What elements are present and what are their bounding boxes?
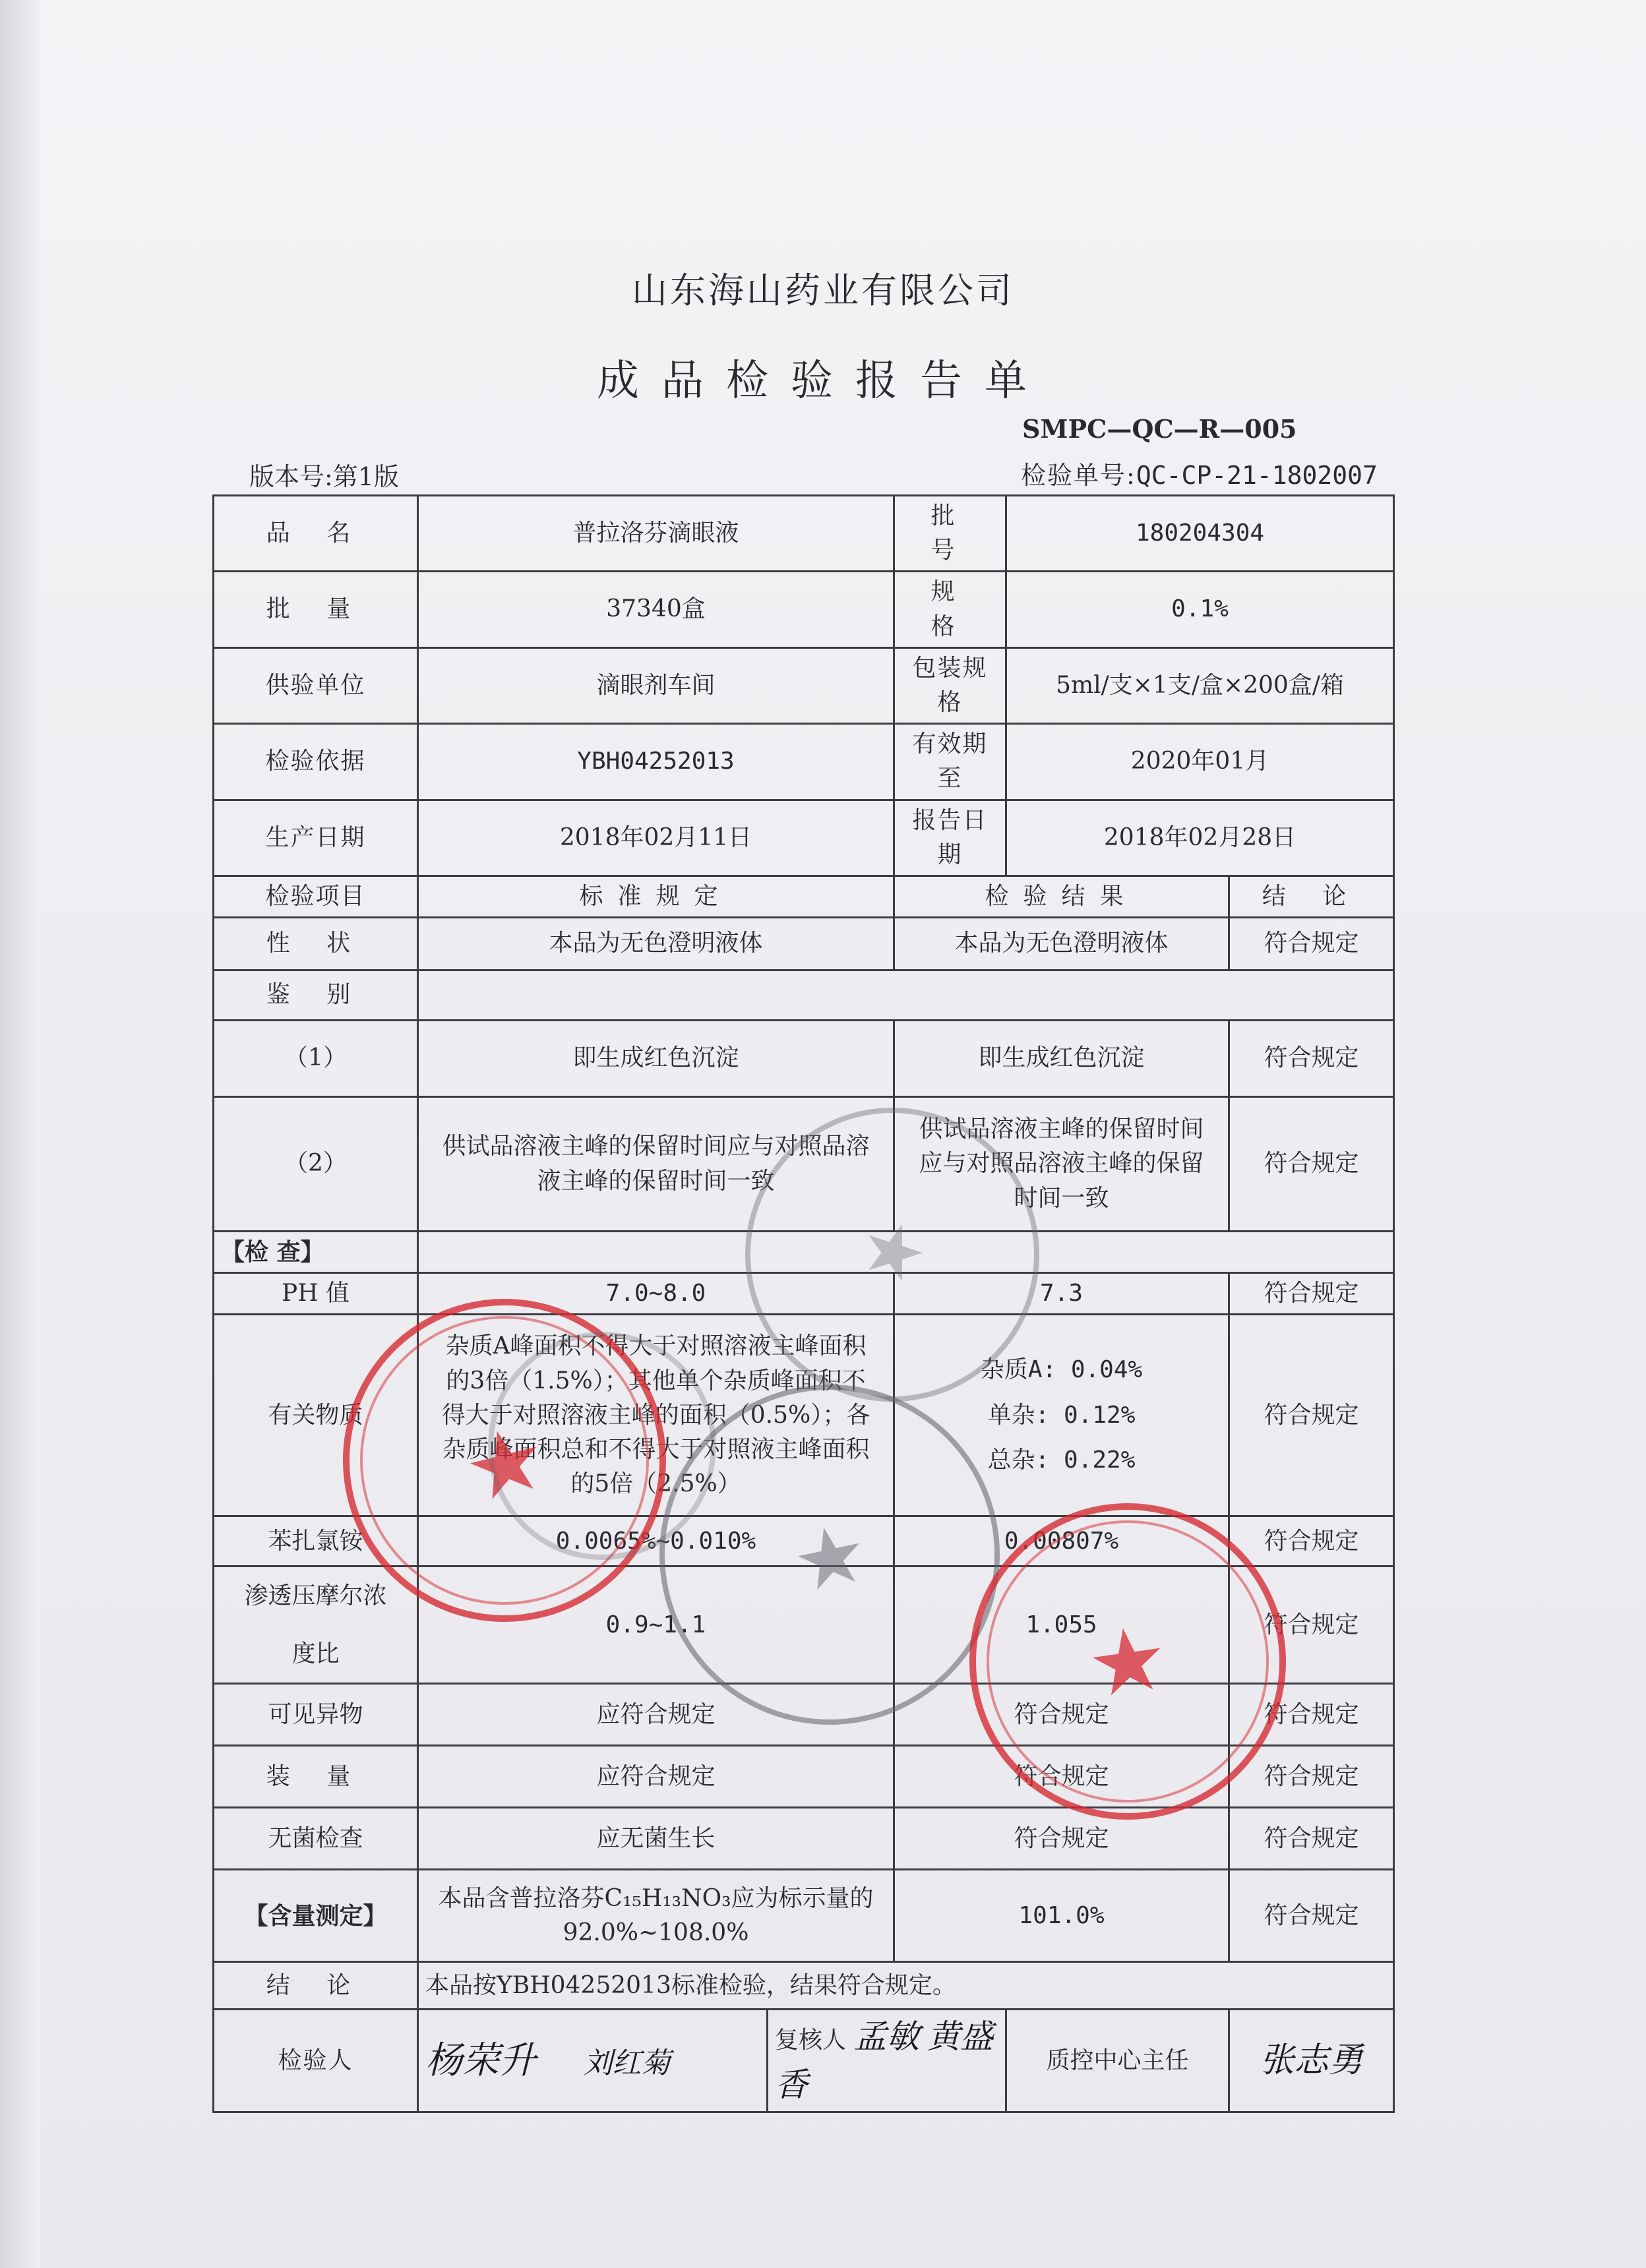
table-row <box>214 572 1394 647</box>
column-header-standard: 标准规定 <box>418 876 894 917</box>
table-row <box>214 1516 1394 1567</box>
test-standard: 应符合规定 <box>418 1684 894 1746</box>
product-label: 品 名 <box>214 496 418 572</box>
table-row <box>214 800 1394 876</box>
report-date-label: 报告日期 <box>894 800 1006 876</box>
inspector-signatures <box>418 2010 768 2112</box>
reviewer-cell <box>768 2010 1006 2112</box>
inspector-label: 检验人 <box>214 2010 418 2112</box>
column-header-verdict: 结 论 <box>1229 876 1394 917</box>
test-result: 即生成红色沉淀 <box>894 1021 1229 1097</box>
table-row <box>214 1962 1394 2010</box>
star-icon: ★ <box>1085 1611 1170 1713</box>
test-item: 鉴 别 <box>214 970 418 1021</box>
test-standard: 本品含普拉洛芬C₁₅H₁₃NO₃应为标示量的92.0%~108.0% <box>418 1870 894 1962</box>
company-name: 山东海山药业有限公司 <box>632 270 1014 311</box>
table-row <box>214 1097 1394 1232</box>
test-result: 符合规定 <box>894 1746 1229 1808</box>
report-table <box>212 494 1395 2113</box>
spec-label: 规 格 <box>894 572 1006 647</box>
inspector-signature: 杨荣升 <box>425 2039 536 2083</box>
empty-cell <box>418 1232 1394 1273</box>
reviewer-label: 复核人 <box>775 2027 847 2054</box>
inspection-number-label: 检验单号: <box>1021 461 1136 490</box>
test-result: 供试品溶液主峰的保留时间应与对照品溶液主峰的保留时间一致 <box>894 1097 1229 1232</box>
test-result: 101.0% <box>894 1870 1229 1962</box>
total-impurity-result: 总杂: 0.22% <box>987 1447 1136 1474</box>
test-result: 0.00807% <box>894 1516 1229 1567</box>
test-result <box>894 1315 1229 1516</box>
test-item: 苯扎氯铵 <box>214 1516 418 1567</box>
report-date-value: 2018年02月28日 <box>1006 800 1394 876</box>
report-title: 成品检验报告单 <box>597 357 1049 405</box>
test-verdict: 符合规定 <box>1229 1746 1394 1808</box>
test-result: 符合规定 <box>894 1808 1229 1870</box>
table-row <box>214 496 1394 572</box>
table-row <box>214 1232 1394 1273</box>
test-item: （1） <box>214 1021 418 1097</box>
dept-value: 滴眼剂车间 <box>418 647 894 723</box>
conclusion-text: 本品按YBH04252013标准检验，结果符合规定。 <box>418 1962 1394 2010</box>
batch-value: 180204304 <box>1006 496 1394 572</box>
test-result: 7.3 <box>894 1273 1229 1315</box>
test-item: 装 量 <box>214 1746 418 1808</box>
section-label-check: 【检 查】 <box>214 1232 418 1273</box>
table-row <box>214 724 1394 800</box>
test-standard: 7.0~8.0 <box>418 1273 894 1315</box>
single-impurity-result: 单杂: 0.12% <box>987 1401 1136 1429</box>
test-item: 有关物质 <box>214 1315 418 1516</box>
table-row <box>214 1567 1394 1684</box>
test-verdict: 符合规定 <box>1229 1097 1394 1232</box>
star-icon: ★ <box>460 1410 551 1518</box>
test-result: 本品为无色澄明液体 <box>894 918 1229 970</box>
packing-value: 5ml/支×1支/盒×200盒/箱 <box>1006 647 1394 723</box>
dept-label: 供验单位 <box>214 647 418 723</box>
test-verdict: 符合规定 <box>1229 1021 1394 1097</box>
test-item-line: 渗透压摩尔浓 <box>244 1582 387 1609</box>
test-item-line: 度比 <box>291 1640 340 1667</box>
test-verdict: 符合规定 <box>1229 1684 1394 1746</box>
test-item: 性 状 <box>214 918 418 970</box>
test-verdict: 符合规定 <box>1229 1273 1394 1315</box>
table-row <box>214 970 1394 1021</box>
test-item: （2） <box>214 1097 418 1232</box>
spec-value: 0.1% <box>1006 572 1394 647</box>
version-number: 版本号:第1版 <box>249 462 399 491</box>
test-standard: 应符合规定 <box>418 1746 894 1808</box>
test-standard: 0.9~1.1 <box>418 1567 894 1684</box>
quantity-value: 37340盒 <box>418 572 894 647</box>
star-icon: ★ <box>789 1509 871 1606</box>
table-row <box>214 1746 1394 1808</box>
table-row <box>214 918 1394 970</box>
inspector-signature: 刘红菊 <box>583 2046 671 2081</box>
qc-head-cell <box>1229 2010 1394 2112</box>
reviewer-signature: 孟敏 <box>853 2017 920 2056</box>
scan-edge-shadow <box>0 0 40 2268</box>
basis-value: YBH04252013 <box>418 724 894 800</box>
production-date-value: 2018年02月11日 <box>418 800 894 876</box>
test-verdict: 符合规定 <box>1229 918 1394 970</box>
test-standard: 0.0065%~0.010% <box>418 1516 894 1567</box>
product-value: 普拉洛芬滴眼液 <box>418 496 894 572</box>
column-header-item: 检验项目 <box>214 876 418 917</box>
conclusion-label: 结 论 <box>214 1962 418 2010</box>
test-item: 可见异物 <box>214 1684 418 1746</box>
table-row <box>214 647 1394 723</box>
test-verdict: 符合规定 <box>1229 1870 1394 1962</box>
test-item: PH 值 <box>214 1273 418 1315</box>
test-item: 无菌检查 <box>214 1808 418 1870</box>
inspection-number-value: QC-CP-21-1802007 <box>1136 461 1378 490</box>
inspection-number <box>1021 455 1378 491</box>
impurity-a-result: 杂质A: 0.04% <box>980 1356 1143 1384</box>
column-header-result: 检验结果 <box>894 876 1229 917</box>
expiry-label: 有效期至 <box>894 724 1006 800</box>
table-row <box>214 1808 1394 1870</box>
test-standard: 本品为无色澄明液体 <box>418 918 894 970</box>
packing-label: 包装规格 <box>894 647 1006 723</box>
table-row <box>214 1273 1394 1315</box>
qc-head-signature: 张志勇 <box>1260 2041 1363 2081</box>
test-verdict: 符合规定 <box>1229 1516 1394 1567</box>
document-code: SMPC—QC—R—005 <box>1022 414 1297 444</box>
table-row <box>214 1021 1394 1097</box>
table-row <box>214 1870 1394 1962</box>
test-verdict: 符合规定 <box>1229 1315 1394 1516</box>
test-item <box>214 1567 418 1684</box>
production-date-label: 生产日期 <box>214 800 418 876</box>
test-result: 符合规定 <box>894 1684 1229 1746</box>
reviewer-signature: 黄盛香 <box>775 2017 993 2104</box>
basis-label: 检验依据 <box>214 724 418 800</box>
quantity-label: 批 量 <box>214 572 418 647</box>
expiry-value: 2020年01月 <box>1006 724 1394 800</box>
test-standard: 供试品溶液主峰的保留时间应与对照品溶液主峰的保留时间一致 <box>418 1097 894 1232</box>
table-header-row <box>214 876 1394 917</box>
test-verdict: 符合规定 <box>1229 1567 1394 1684</box>
qc-head-label: 质控中心主任 <box>1006 2010 1229 2112</box>
table-row <box>214 1684 1394 1746</box>
test-standard: 应无菌生长 <box>418 1808 894 1870</box>
table-row <box>214 1315 1394 1516</box>
test-standard: 杂质A峰面积不得大于对照溶液主峰面积的3倍（1.5%）；其他单个杂质峰面积不得大于对照溶液主峰的面积（0.5%）；各杂质峰面积总和不得大于对照液主峰面积的5倍（2.5%） <box>418 1315 894 1516</box>
empty-cell <box>418 970 1394 1021</box>
signature-row <box>214 2010 1394 2112</box>
test-result: 1.055 <box>894 1567 1229 1684</box>
test-standard: 即生成红色沉淀 <box>418 1021 894 1097</box>
test-verdict: 符合规定 <box>1229 1808 1394 1870</box>
batch-label: 批 号 <box>894 496 1006 572</box>
test-item: 【含量测定】 <box>214 1870 418 1962</box>
star-icon: ★ <box>853 1205 934 1298</box>
